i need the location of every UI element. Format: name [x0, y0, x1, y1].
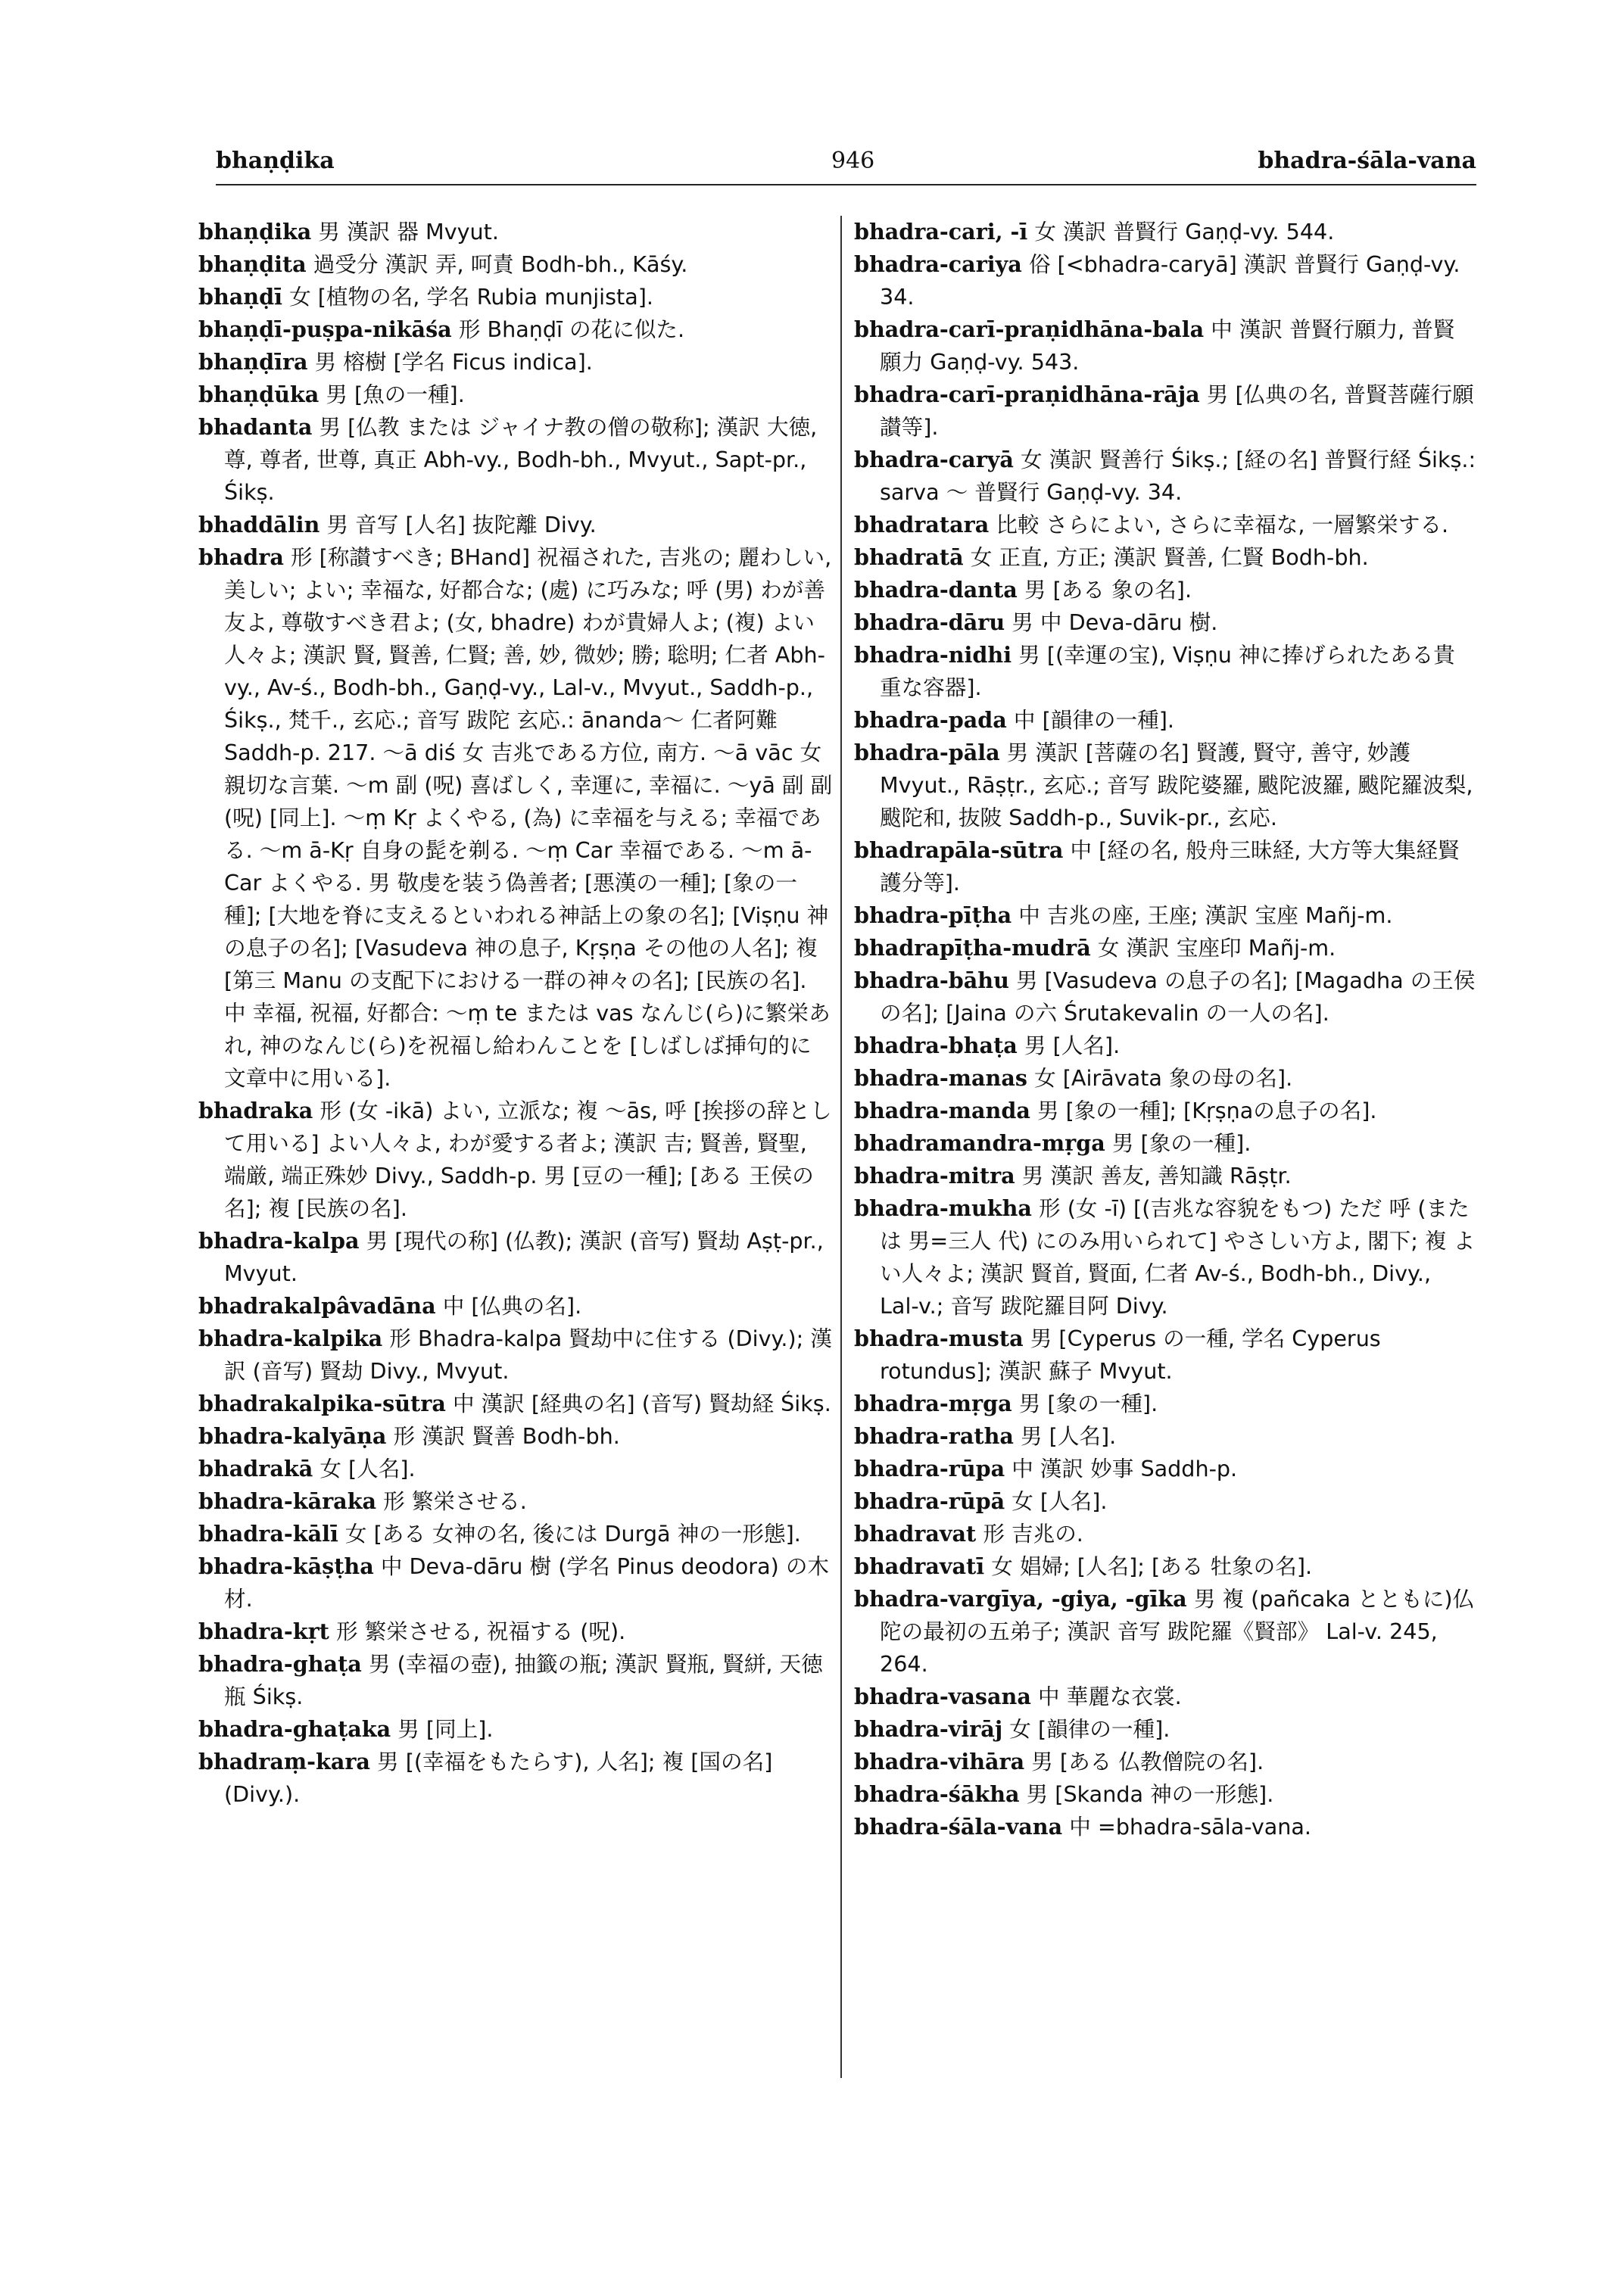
- headword: bhadra-bāhu: [854, 967, 1009, 993]
- dictionary-entry: [854, 834, 1476, 899]
- dictionary-entry: [198, 1388, 833, 1420]
- definition: 女 [Airāvata 象の母の名].: [1034, 1065, 1293, 1091]
- dictionary-entry: [854, 541, 1476, 574]
- definition: 男 [象の一種].: [1111, 1130, 1252, 1156]
- headword: bhadanta: [198, 414, 313, 440]
- dictionary-entry: [198, 248, 833, 281]
- headword: bhadra-śākha: [854, 1781, 1020, 1807]
- definition: 女 娼婦; [人名]; [ある 牡象の名].: [991, 1553, 1313, 1579]
- dictionary-entry: [854, 1746, 1476, 1778]
- headword: bhadra-carī-praṇidhāna-bala: [854, 316, 1205, 342]
- headword: bhadra-manas: [854, 1065, 1027, 1091]
- dictionary-entry: [854, 964, 1476, 1030]
- definition: 過受分 漢訳 弄, 呵責 Bodh-bh., Kāśy.: [313, 251, 688, 277]
- headword: bhadra-pāla: [854, 740, 1000, 765]
- definition: 形 漢訳 賢善 Bodh-bh.: [393, 1423, 620, 1449]
- definition: 男 (幸福の壺), 抽籤の瓶; 漢訳 賢瓶, 賢絣, 天徳瓶 Śikṣ.: [224, 1651, 823, 1709]
- definition: 中 漢訳 普賢行願力, 普賢願力 Gaṇḍ-vy. 543.: [880, 316, 1455, 375]
- headword: bhadra-vasana: [854, 1684, 1031, 1709]
- dictionary-entry: [198, 1453, 833, 1485]
- headword: bhadra-nidhi: [854, 642, 1012, 668]
- dictionary-entry: [854, 248, 1476, 313]
- definition: 中 吉兆の座, 王座; 漢訳 宝座 Mañj-m.: [1018, 902, 1393, 928]
- dictionary-entry: [198, 1290, 833, 1323]
- definition: 男 [Vasudeva の息子の名]; [Magadha の王侯の名]; [Jaina の六 Śrutakevalin の一人の名].: [880, 967, 1476, 1026]
- dictionary-entry: [854, 932, 1476, 964]
- header-rule: [216, 184, 1476, 185]
- headword: bhaṇḍī: [198, 284, 282, 310]
- dictionary-entry: [198, 1713, 833, 1746]
- right-column: [854, 216, 1476, 1843]
- definition: 女 [人名].: [320, 1456, 416, 1481]
- dictionary-entry: [854, 509, 1476, 541]
- definition: 男 [魚の一種].: [326, 382, 465, 407]
- definition: 男 [Skanda 神の一形態].: [1026, 1781, 1274, 1807]
- dictionary-entry: [854, 1160, 1476, 1192]
- page-number: 946: [831, 148, 875, 174]
- definition: 男 [ある 仏教僧院の名].: [1031, 1749, 1264, 1774]
- definition: 女 [韻律の一種].: [1009, 1716, 1170, 1742]
- headword: bhadra-virāj: [854, 1716, 1003, 1742]
- dictionary-entry: [854, 1518, 1476, 1550]
- dictionary-entry: [854, 1550, 1476, 1583]
- definition: 中 漢訳 [経典の名] (音写) 賢劫経 Śikṣ.: [452, 1391, 831, 1416]
- definition: 比較 さらによい, さらに幸福な, 一層繁栄する.: [996, 512, 1449, 537]
- dictionary-entry: [854, 1778, 1476, 1811]
- column-divider: [840, 216, 842, 2078]
- headword: bhadra-kalpika: [198, 1326, 383, 1351]
- definition: 男 榕樹 [学名 Ficus indica].: [314, 349, 593, 375]
- headword: bhadra-ghaṭaka: [198, 1716, 391, 1742]
- dictionary-entry: [854, 444, 1476, 509]
- dictionary-entry: [854, 1095, 1476, 1127]
- definition: 女 正直, 方正; 漢訳 賢善, 仁賢 Bodh-bh.: [970, 544, 1369, 570]
- definition: 中 [経の名, 般舟三昧経, 大方等大集経賢護分等].: [880, 837, 1460, 896]
- dictionary-entry: [854, 899, 1476, 932]
- headword: bhadravatī: [854, 1553, 985, 1579]
- headword: bhadra-kāraka: [198, 1488, 377, 1514]
- dictionary-entry: [198, 216, 833, 248]
- definition: 形 繁栄させる, 祝福する (呪).: [335, 1618, 626, 1644]
- definition: 中 =bhadra-sāla-vana.: [1069, 1814, 1311, 1840]
- definition: 男 [(幸福をもたらす), 人名]; 複 [国の名] (Divy.).: [224, 1749, 773, 1807]
- headword: bhadra-rūpā: [854, 1488, 1005, 1514]
- headword: bhadra-cariya: [854, 251, 1022, 277]
- dictionary-entry: [198, 1420, 833, 1453]
- dictionary-entry: [854, 1388, 1476, 1420]
- headword: bhadra-pīṭha: [854, 902, 1012, 928]
- definition: 男 [(幸運の宝), Viṣṇu 神に捧げられたある貴重な容器].: [880, 642, 1455, 700]
- headword: bhaddālin: [198, 512, 320, 537]
- headword: bhadra-kṛt: [198, 1618, 329, 1644]
- dictionary-entry: [198, 1615, 833, 1648]
- definition: 男 [仏典の名, 普賢菩薩行願讃等].: [880, 382, 1474, 440]
- dictionary-entry: [198, 1648, 833, 1713]
- dictionary-entry: [198, 509, 833, 541]
- definition: 男 [仏教 または ジャイナ教の僧の敬称]; 漢訳 大徳, 尊, 尊者, 世尊, 真正 Abh-vy., Bodh-bh., Mvyut., Sapt-pr., Śikṣ.: [224, 414, 818, 505]
- dictionary-entry: [854, 704, 1476, 737]
- definition: 女 漢訳 賢善行 Śikṣ.; [経の名] 普賢行経 Śikṣ.: sarva ～ 普賢行 Gaṇḍ-vy. 34.: [880, 447, 1476, 505]
- definition: 形 繁栄させる.: [383, 1488, 527, 1514]
- headword: bhadra-mitra: [854, 1163, 1015, 1189]
- headword: bhadraṃ-kara: [198, 1749, 370, 1774]
- definition: 中 華麗な衣裳.: [1037, 1684, 1182, 1709]
- definition: 男 [現代の称] (仏教); 漢訳 (音写) 賢劫 Aṣṭ-pr., Mvyut.: [224, 1228, 824, 1286]
- dictionary-entry: [198, 1518, 833, 1550]
- headword: bhadraka: [198, 1098, 313, 1123]
- dictionary-entry: [198, 541, 833, 1095]
- dictionary-entry: [198, 1746, 833, 1811]
- dictionary-entry: [198, 1323, 833, 1388]
- definition: 女 [人名].: [1011, 1488, 1108, 1514]
- headword: bhaṇḍita: [198, 251, 307, 277]
- headword: bhadra-kalpa: [198, 1228, 360, 1254]
- headword: bhadrakalpika-sūtra: [198, 1391, 446, 1416]
- dictionary-entry: [854, 1420, 1476, 1453]
- definition: 男 [人名].: [1020, 1423, 1117, 1449]
- dictionary-entry: [198, 313, 833, 346]
- dictionary-entry: [198, 1095, 833, 1225]
- headword: bhadra-caryā: [854, 447, 1014, 472]
- definition: 男 [象の一種].: [1018, 1391, 1158, 1416]
- definition: 形 Bhadra-kalpa 賢劫中に住する (Divy.); 漢訳 (音写) 賢劫 Divy., Mvyut.: [224, 1326, 832, 1384]
- dictionary-entry: [854, 1030, 1476, 1062]
- definition: 女 [植物の名, 学名 Rubia munjista].: [289, 284, 654, 310]
- dictionary-entry: [198, 346, 833, 379]
- dictionary-entry: [854, 1453, 1476, 1485]
- definition: 男 漢訳 [菩薩の名] 賢護, 賢守, 善守, 妙護 Mvyut., Rāṣṭr., 玄応.; 音写 跋陀婆羅, 颰陀波羅, 颰陀羅波梨, 颰陀和, 抜陂 Saddh-p., Suvik-pr., 玄応.: [880, 740, 1473, 830]
- definition: 男 [象の一種]; [Kṛṣṇaの息子の名].: [1036, 1098, 1377, 1123]
- headword: bhadra-carī-praṇidhāna-rāja: [854, 382, 1200, 407]
- definition: 男 [Cyperus の一種, 学名 Cyperus rotundus]; 漢訳 蘇子 Mvyut.: [880, 1326, 1381, 1384]
- headword: bhadra-rūpa: [854, 1456, 1005, 1481]
- definition: 形 吉兆の.: [983, 1521, 1083, 1547]
- dictionary-entry: [198, 281, 833, 313]
- definition: 中 [韻律の一種].: [1013, 707, 1174, 733]
- dictionary-entry: [854, 313, 1476, 379]
- headword: bhadra-kāṣṭha: [198, 1553, 374, 1579]
- definition: 中 [仏典の名].: [442, 1293, 582, 1319]
- dictionary-entry: [854, 1192, 1476, 1323]
- dictionary-entry: [854, 639, 1476, 704]
- headword: bhadra-dāru: [854, 609, 1005, 635]
- definition: 中 漢訳 妙事 Saddh-p.: [1011, 1456, 1238, 1481]
- definition: 中 Deva-dāru 樹 (学名 Pinus deodora) の木材.: [224, 1553, 830, 1612]
- dictionary-entry: [854, 1485, 1476, 1518]
- dictionary-entry: [854, 737, 1476, 834]
- definition: 形 [称讃すべき; BHand] 祝福された, 吉兆の; 麗わしい, 美しい; よい; 幸福な, 好都合な; (處) に巧みな; 呼 (男) わが善友よ, 尊敬すべき君よ; (女, bhadre) わが貴婦人よ; (複) よい人々よ; 漢訳 賢, 賢善, 仁賢; 善, 妙, 微妙; 勝; 聡明; 仁者 Abh-vy., Av-ś., Bodh-bh., Gaṇḍ-vy., Lal-v., Mvyut., Saddh-p., Śikṣ., 梵千., 玄応.; 音写 跋陀 玄応.: ānanda～ 仁者阿難 Saddh-p. 217. ～ā diś 女 吉兆である方位, 南方. ～ā vāc 女 親切な言葉. ～m 副 (呪) 喜ばしく, 幸運に, 幸福に. ～yā 副 副 (呪) [同上]. ～ṃ Kṛ よくやる, (為) に幸福を与える; 幸福である. ～m ā-Kṛ 自身の髭を剃る. ～ṃ Car 幸福である. ～m ā-Car よくやる. 男 敬虔を装う偽善者; [悪漢の一種]; [象の一種]; [大地を脊に支えるといわれる神話上の象の名]; [Viṣṇu 神の息子の名]; [Vasudeva 神の息子, Kṛṣṇa その他の人名]; 複 [第三 Manu の支配下における一群の神々の名]; [民族の名]. 中 幸福, 祝福, 好都合: ～ṃ te または vas なんじ(ら)に繁栄あれ, 神のなんじ(ら)を祝福し給わんことを [しばしば挿句的に文章中に用いる].: [224, 544, 833, 1091]
- headword: bhadra-pada: [854, 707, 1007, 733]
- definition: 男 複 (pañcaka とともに)仏陀の最初の五弟子; 漢訳 音写 跋陀羅《賢部》 Lal-v. 245, 264.: [880, 1586, 1475, 1677]
- dictionary-entry: [198, 1225, 833, 1290]
- definition: 形 (女 -ī) [(吉兆な容貌をもつ) ただ 呼 (または 男=三人 代) にのみ用いられて] やさしい方よ, 閣下; 複 よい人々よ; 漢訳 賢首, 賢面, 仁者 Av-ś., Bodh-bh., Divy., Lal-v.; 音写 跋陀羅目阿 Divy.: [880, 1195, 1476, 1319]
- headword: bhadra-ghaṭa: [198, 1651, 362, 1677]
- headword: bhadra-danta: [854, 577, 1018, 603]
- headword: bhaṇḍika: [198, 219, 312, 245]
- definition: 女 漢訳 普賢行 Gaṇḍ-vy. 544.: [1034, 219, 1335, 245]
- definition: 俗 [<bhadra-caryā] 漢訳 普賢行 Gaṇḍ-vy. 34.: [880, 251, 1460, 310]
- headword: bhadra-mṛga: [854, 1391, 1012, 1416]
- running-header: [0, 148, 1624, 193]
- headword: bhaṇḍūka: [198, 382, 320, 407]
- dictionary-entry: [854, 1713, 1476, 1746]
- headword: bhadrakā: [198, 1456, 313, 1481]
- definition: 男 漢訳 善友, 善知識 Rāṣṭr.: [1021, 1163, 1292, 1189]
- headword: bhadra-ratha: [854, 1423, 1014, 1449]
- headword: bhadra-kālī: [198, 1521, 338, 1547]
- definition: 形 (女 -ikā) よい, 立派な; 複 ～ās, 呼 [挨拶の辞として用いる] よい人々よ, わが愛する者よ; 漢訳 吉; 賢善, 賢聖, 端厳, 端正殊妙 Divy., Saddh-p. 男 [豆の一種]; [ある 王侯の名]; 複 [民族の名].: [224, 1098, 832, 1221]
- guide-word-left: bhaṇḍika: [216, 148, 335, 174]
- dictionary-entry: [854, 606, 1476, 639]
- headword: bhadrapāla-sūtra: [854, 837, 1064, 863]
- headword: bhaṇḍī-puṣpa-nikāśa: [198, 316, 452, 342]
- definition: 形 Bhaṇḍī の花に似た.: [458, 316, 685, 342]
- dictionary-entry: [198, 379, 833, 411]
- dictionary-entry: [854, 216, 1476, 248]
- left-column: [198, 216, 833, 1811]
- dictionary-entry: [198, 411, 833, 509]
- definition: 女 [ある 女神の名, 後には Durgā 神の一形態].: [344, 1521, 801, 1547]
- dictionary-entry: [198, 1485, 833, 1518]
- dictionary-entry: [198, 1550, 833, 1615]
- headword: bhadra-kalyāṇa: [198, 1423, 387, 1449]
- guide-word-right: bhadra-śāla-vana: [1258, 148, 1476, 174]
- dictionary-entry: [854, 1127, 1476, 1160]
- definition: 男 [人名].: [1024, 1033, 1121, 1058]
- headword: bhadravat: [854, 1521, 977, 1547]
- headword: bhadra-mukha: [854, 1195, 1032, 1221]
- headword: bhadramandra-mṛga: [854, 1130, 1105, 1156]
- dictionary-entry: [854, 1583, 1476, 1681]
- headword: bhadratā: [854, 544, 964, 570]
- headword: bhadra-vargīya, -giya, -gīka: [854, 1586, 1187, 1612]
- headword: bhadra-musta: [854, 1326, 1024, 1351]
- headword: bhadra: [198, 544, 284, 570]
- headword: bhaṇḍīra: [198, 349, 308, 375]
- headword: bhadra-bhaṭa: [854, 1033, 1018, 1058]
- headword: bhadra-vihāra: [854, 1749, 1025, 1774]
- headword: bhadrapīṭha-mudrā: [854, 935, 1091, 961]
- headword: bhadratara: [854, 512, 990, 537]
- headword: bhadra-śāla-vana: [854, 1814, 1063, 1840]
- dictionary-entry: [854, 1062, 1476, 1095]
- dictionary-entry: [854, 1681, 1476, 1713]
- definition: 男 音写 [人名] 抜陀離 Divy.: [326, 512, 597, 537]
- definition: 男 [同上].: [397, 1716, 494, 1742]
- definition: 女 漢訳 宝座印 Mañj-m.: [1097, 935, 1336, 961]
- dictionary-entry: [854, 1811, 1476, 1843]
- headword: bhadra-manda: [854, 1098, 1030, 1123]
- dictionary-entry: [854, 379, 1476, 444]
- definition: 男 中 Deva-dāru 樹.: [1011, 609, 1218, 635]
- definition: 男 漢訳 器 Mvyut.: [318, 219, 499, 245]
- headword: bhadra-cari, -ī: [854, 219, 1028, 245]
- dictionary-entry: [854, 1323, 1476, 1388]
- dictionary-entry: [854, 574, 1476, 606]
- definition: 男 [ある 象の名].: [1024, 577, 1192, 603]
- headword: bhadrakalpâvadāna: [198, 1293, 436, 1319]
